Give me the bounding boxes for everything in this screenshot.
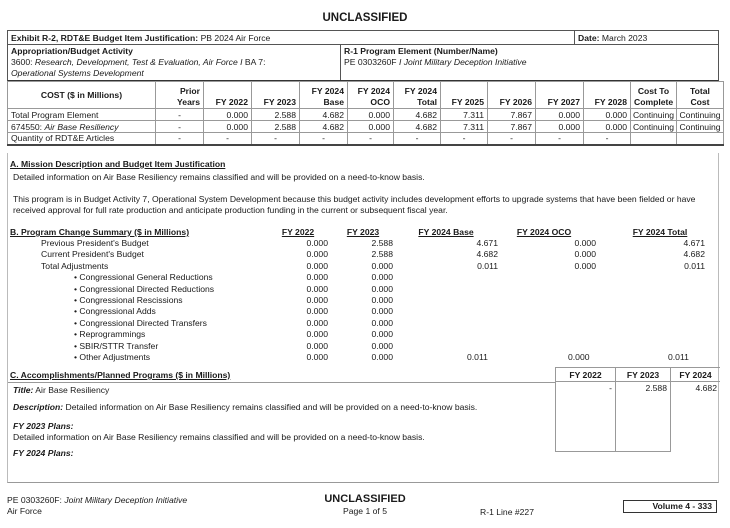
pcs-value: 0.000 <box>306 260 328 271</box>
fy2024-plans-heading: FY 2024 Plans: <box>13 448 74 458</box>
pcs-value: 0.000 <box>371 272 393 283</box>
title-label: Title: <box>13 385 34 395</box>
pcs-row-label: • Congressional Rescissions <box>74 295 183 305</box>
column-header-text: COST ($ in Millions) <box>40 89 123 100</box>
pcs-value: 0.011 <box>467 352 488 362</box>
justification-body <box>7 153 719 483</box>
pcs-row-label: • SBIR/STTR Transfer <box>74 340 159 351</box>
cost-cell: 0.000 <box>584 109 631 121</box>
cost-cell: 0.000 <box>536 109 584 121</box>
section-c-description <box>13 402 553 413</box>
fy2023-plans-text: Detailed information on Air Base Resiliency remains classified and will be provided on a need-to-know basis. <box>13 432 425 442</box>
column-header-text: Complete <box>634 97 674 107</box>
exhibit-label: Exhibit R-2, RDT&E Budget Item Justification: <box>11 33 199 43</box>
pcs-value: 0.000 <box>306 272 328 283</box>
column-header-text: FY 2022 <box>215 97 248 107</box>
footer-center <box>300 493 430 516</box>
column-header-text: OCO <box>370 97 390 107</box>
pcs-value: 0.000 <box>371 283 393 294</box>
cost-row-label <box>8 109 156 121</box>
cost-column-header <box>677 82 724 109</box>
pcs-column-header: FY 2024 OCO <box>516 227 572 237</box>
pcs-row <box>8 272 720 283</box>
cost-cell: 2.588 <box>252 121 300 133</box>
column-header-text: FY 2026 <box>499 97 532 107</box>
section-a-title: A. Mission Description and Budget Item Justification <box>10 159 226 169</box>
pcs-column-header: FY 2022 <box>281 227 315 237</box>
pcs-value: 0.000 <box>574 260 596 271</box>
pcs-value: 0.000 <box>371 329 393 340</box>
column-header-text: FY 2023 <box>263 97 296 107</box>
pcs-value: 0.000 <box>574 238 596 248</box>
pcs-value: 0.000 <box>306 306 328 317</box>
cost-cell <box>677 133 724 145</box>
pcs-row <box>8 352 720 363</box>
pcs-column-header: FY 2024 Total <box>632 227 688 237</box>
pcs-value: 0.000 <box>306 329 328 340</box>
pcs-value: 0.011 <box>684 260 705 271</box>
cost-cell: Continuing <box>631 109 677 121</box>
exhibit-header <box>7 30 719 146</box>
cost-row <box>8 121 724 133</box>
r1-line: R-1 Line #227 <box>480 507 534 517</box>
row-label-text: 674550: <box>11 121 43 132</box>
pcs-value: 0.000 <box>371 340 393 351</box>
pcs-value: 4.682 <box>476 249 498 260</box>
cost-table <box>7 81 724 146</box>
column-header-text: FY 2028 <box>594 97 627 107</box>
cost-column-header <box>631 82 677 109</box>
classification-banner-bottom: UNCLASSIFIED <box>324 493 406 505</box>
exhibit-date <box>575 31 718 44</box>
cost-column-header <box>8 82 156 109</box>
description-label: Description: <box>13 402 64 412</box>
pcs-row <box>8 329 720 340</box>
pcs-row <box>8 261 720 272</box>
accomplishments-value: - <box>555 382 615 452</box>
date-value: March 2023 <box>601 33 648 43</box>
appropriation-label: Appropriation/Budget Activity <box>11 46 133 56</box>
column-header-text: Total <box>417 97 437 107</box>
cost-cell: - <box>156 121 204 133</box>
program-element-code: PE 0303260F <box>344 57 397 67</box>
pcs-value: 0.000 <box>371 306 393 317</box>
fy2023-plans-heading: FY 2023 Plans: <box>13 421 74 431</box>
cost-cell: 4.682 <box>300 109 348 121</box>
appropriation-name: Research, Development, Test & Evaluation, Air Force I <box>34 57 243 67</box>
row-label-text: Quantity of RDT&E Articles <box>11 133 115 144</box>
column-header-text: Total <box>690 86 710 96</box>
pcs-value: 0.000 <box>568 352 590 362</box>
section-a-para2: This program is in Budget Activity 7, Operational System Development because this budget activity includes development efforts to upgrade systems that have been fielded or have received approval for full rate production and anticipate production funding in the current or subsequent fiscal year. <box>13 194 696 215</box>
cost-cell: 7.867 <box>488 109 536 121</box>
pcs-column-header: FY 2023 <box>346 227 380 237</box>
pcs-row <box>8 284 720 295</box>
cost-table-header <box>8 82 724 109</box>
cost-cell: - <box>441 133 488 145</box>
cost-cell: 4.682 <box>394 109 441 121</box>
cost-column-header <box>300 82 348 109</box>
row-label-text: Total Program Element <box>11 109 99 120</box>
cost-column-header <box>348 82 394 109</box>
cost-cell: - <box>300 133 348 145</box>
pcs-row-label: • Congressional Directed Transfers <box>74 317 207 328</box>
date-label: Date: <box>578 33 600 43</box>
pcs-value: 0.000 <box>371 352 393 362</box>
column-header-text: Years <box>177 97 200 107</box>
cost-cell: 0.000 <box>348 109 394 121</box>
description-value: Detailed information on Air Base Resiliency remains classified and will be provided on a need-to-know basis. <box>65 402 478 412</box>
cost-cell: - <box>394 133 441 145</box>
pcs-value: 0.011 <box>668 352 689 362</box>
cost-cell: - <box>156 109 204 121</box>
row-label-italic: Air Base Resiliency <box>44 121 119 132</box>
fy2023-plans-label <box>13 421 713 432</box>
cost-column-header <box>488 82 536 109</box>
accomplishments-column-header: FY 2024 <box>670 368 720 381</box>
exhibit-title <box>8 31 575 44</box>
pcs-row <box>8 295 720 306</box>
cost-column-header <box>441 82 488 109</box>
fy2024-plans-label <box>13 448 713 459</box>
pcs-row-label: • Congressional Directed Reductions <box>74 283 215 294</box>
cost-cell: - <box>536 133 584 145</box>
section-c-title-line <box>13 385 713 396</box>
pcs-value: 0.011 <box>477 260 498 271</box>
pcs-value: 0.000 <box>371 317 393 328</box>
accomplishments-column-header: FY 2022 <box>555 368 615 381</box>
pcs-value: 0.000 <box>574 249 596 260</box>
pcs-row <box>8 238 720 249</box>
column-header-text: FY 2024 <box>357 86 390 96</box>
footer-service: Air Force <box>7 506 42 516</box>
cost-cell: 7.311 <box>441 109 488 121</box>
column-header-text: FY 2024 <box>404 86 437 96</box>
program-element-label: R-1 Program Element (Number/Name) <box>344 46 498 56</box>
pcs-row-label: Current President's Budget <box>41 249 144 260</box>
pcs-value: 0.000 <box>306 238 328 248</box>
cost-cell: - <box>348 133 394 145</box>
cost-cell: 7.867 <box>488 121 536 133</box>
program-element-name: I Joint Military Deception Initiative <box>398 57 527 67</box>
cost-column-header <box>156 82 204 109</box>
pcs-header-row <box>8 227 720 238</box>
cost-column-header <box>584 82 631 109</box>
pcs-column-header: FY 2024 Base <box>418 227 474 237</box>
column-header-text: Prior <box>179 86 200 96</box>
cost-row-label <box>8 133 156 145</box>
cost-cell: - <box>488 133 536 145</box>
pcs-row-label: • Other Adjustments <box>74 352 151 362</box>
pcs-row <box>8 318 720 329</box>
classification-banner-top: UNCLASSIFIED <box>322 12 408 24</box>
pcs-value: 0.000 <box>306 352 328 362</box>
cost-cell: 0.000 <box>584 121 631 133</box>
pcs-value: 0.000 <box>371 295 393 305</box>
appropriation-ba-name: Operational Systems Development <box>11 68 144 78</box>
pcs-row-label: • Congressional Adds <box>74 306 156 317</box>
pcs-row-label: Total Adjustments <box>41 260 109 271</box>
cost-column-header <box>252 82 300 109</box>
cost-cell: 4.682 <box>300 121 348 133</box>
column-header-text: FY 2027 <box>547 97 580 107</box>
pcs-row-label: • Congressional General Reductions <box>74 272 213 283</box>
cost-cell: 0.000 <box>204 109 252 121</box>
pcs-row-label: • Reprogrammings <box>74 329 146 340</box>
cost-cell: 0.000 <box>536 121 584 133</box>
cost-cell: Continuing <box>677 109 724 121</box>
section-b-title: B. Program Change Summary ($ in Millions) <box>10 227 190 237</box>
cost-cell: - <box>252 133 300 145</box>
accomplishments-value: 4.682 <box>670 382 720 452</box>
footer-left <box>7 495 187 517</box>
cost-row <box>8 109 724 121</box>
cost-cell: 0.000 <box>348 121 394 133</box>
page-footer <box>0 493 730 528</box>
section-a-para1: Detailed information on Air Base Resiliency remains classified and will be provided on a need-to-know basis. <box>13 172 425 182</box>
pcs-row <box>8 341 720 352</box>
cost-cell: Continuing <box>677 121 724 133</box>
pcs-value: 0.000 <box>306 295 328 305</box>
cost-row-label <box>8 121 156 133</box>
cost-cell: - <box>156 133 204 145</box>
pcs-value: 0.000 <box>306 317 328 328</box>
cost-cell: - <box>204 133 252 145</box>
accomplishments-divider <box>8 382 555 383</box>
column-header-text: Base <box>323 97 344 107</box>
cost-cell: 7.311 <box>441 121 488 133</box>
cost-cell: 0.000 <box>204 121 252 133</box>
pcs-row <box>8 306 720 317</box>
exhibit-value: PB 2024 Air Force <box>200 33 271 43</box>
footer-pe-code: PE 0303260F: <box>7 495 62 505</box>
accomplishments-header <box>555 367 720 382</box>
cost-cell: 2.588 <box>252 109 300 121</box>
pcs-value: 0.000 <box>306 249 328 260</box>
column-header-text: Cost <box>690 97 710 107</box>
pcs-value: 0.000 <box>306 283 328 294</box>
appropriation-code: 3600: <box>11 57 33 67</box>
cost-cell: - <box>584 133 631 145</box>
volume-box: Volume 4 - 333 <box>623 500 717 513</box>
title-value: Air Base Resiliency <box>35 385 110 395</box>
accomplishments-column-header: FY 2023 <box>615 368 670 381</box>
appropriation-ba: BA 7: <box>244 57 266 67</box>
page-number: Page 1 of 5 <box>343 506 387 516</box>
cost-column-header <box>394 82 441 109</box>
cost-cell <box>631 133 677 145</box>
pcs-value: 4.671 <box>476 238 498 248</box>
column-header-text: Cost To <box>637 86 670 96</box>
pcs-value: 0.000 <box>306 340 328 351</box>
appropriation-block <box>8 45 341 80</box>
pcs-value: 4.671 <box>683 238 705 248</box>
accomplishments-value: 2.588 <box>615 382 670 452</box>
program-element-block <box>341 45 718 80</box>
cost-row <box>8 133 724 145</box>
pcs-value: 4.682 <box>683 249 705 260</box>
pcs-value: 2.588 <box>371 249 393 260</box>
column-header-text: FY 2025 <box>451 97 484 107</box>
cost-column-header <box>536 82 584 109</box>
pcs-row-label: Previous President's Budget <box>41 238 149 248</box>
pcs-value: 2.588 <box>371 238 393 248</box>
footer-pe-name: Joint Military Deception Initiative <box>64 495 188 505</box>
cost-column-header <box>204 82 252 109</box>
cost-cell: Continuing <box>631 121 677 133</box>
cost-cell: 4.682 <box>394 121 441 133</box>
section-c-title: C. Accomplishments/Planned Programs ($ in Millions) <box>10 370 231 380</box>
pcs-value: 0.000 <box>371 260 393 271</box>
pcs-row <box>8 249 720 260</box>
column-header-text: FY 2024 <box>311 86 344 96</box>
